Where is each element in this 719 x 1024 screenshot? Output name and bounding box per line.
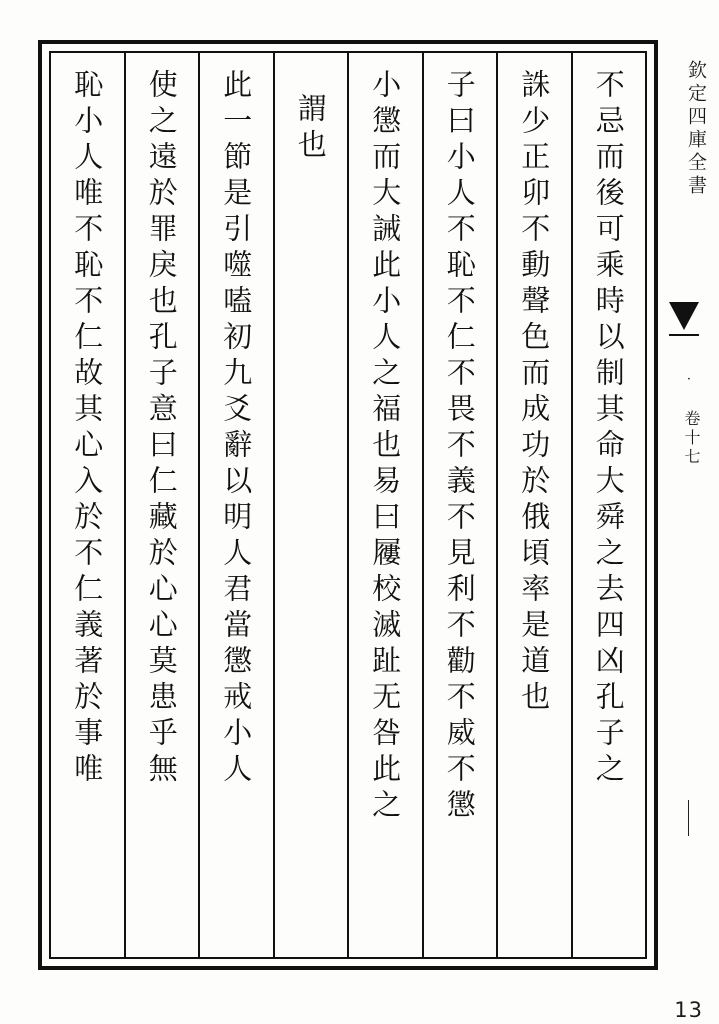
- margin-dot: ·: [686, 372, 691, 387]
- text-columns: [51, 53, 645, 957]
- text-column-2: [496, 53, 571, 957]
- text-column-1: [571, 53, 646, 957]
- column-text: 此一節是引噬嗑初九爻辭以明人君當懲戒小人: [219, 69, 254, 789]
- margin-rule: [688, 800, 689, 836]
- fish-tail-ornament: [667, 300, 701, 360]
- column-text: 子曰小人不恥不仁不畏不義不見利不勸不威不懲: [442, 69, 477, 825]
- column-text: 謂也: [293, 93, 328, 165]
- column-text: 誅少正卯不動聲色而成功於俄頃率是道也: [517, 69, 552, 717]
- column-text: 小懲而大誡此小人之福也易曰屨校滅趾无咎此之: [368, 69, 403, 825]
- margin-volume-label: 卷十七: [682, 410, 701, 467]
- text-frame-outer: [38, 40, 658, 970]
- text-column-7: [124, 53, 199, 957]
- column-text: 恥小人唯不恥不仁故其心入於不仁義著於事唯: [70, 69, 105, 789]
- text-column-6: [198, 53, 273, 957]
- text-column-4: [347, 53, 422, 957]
- column-text: 不忌而後可乘時以制其命大舜之去四凶孔子之: [591, 69, 626, 789]
- text-column-8: [51, 53, 124, 957]
- text-frame-inner: [49, 51, 647, 959]
- column-text: 使之遠於罪戾也孔子意曰仁藏於心心莫患乎無: [144, 69, 179, 789]
- text-column-3: [422, 53, 497, 957]
- page-number: 13: [674, 998, 703, 1022]
- text-column-5: [273, 53, 348, 957]
- margin-book-title: 欽定四庫全書: [685, 60, 707, 198]
